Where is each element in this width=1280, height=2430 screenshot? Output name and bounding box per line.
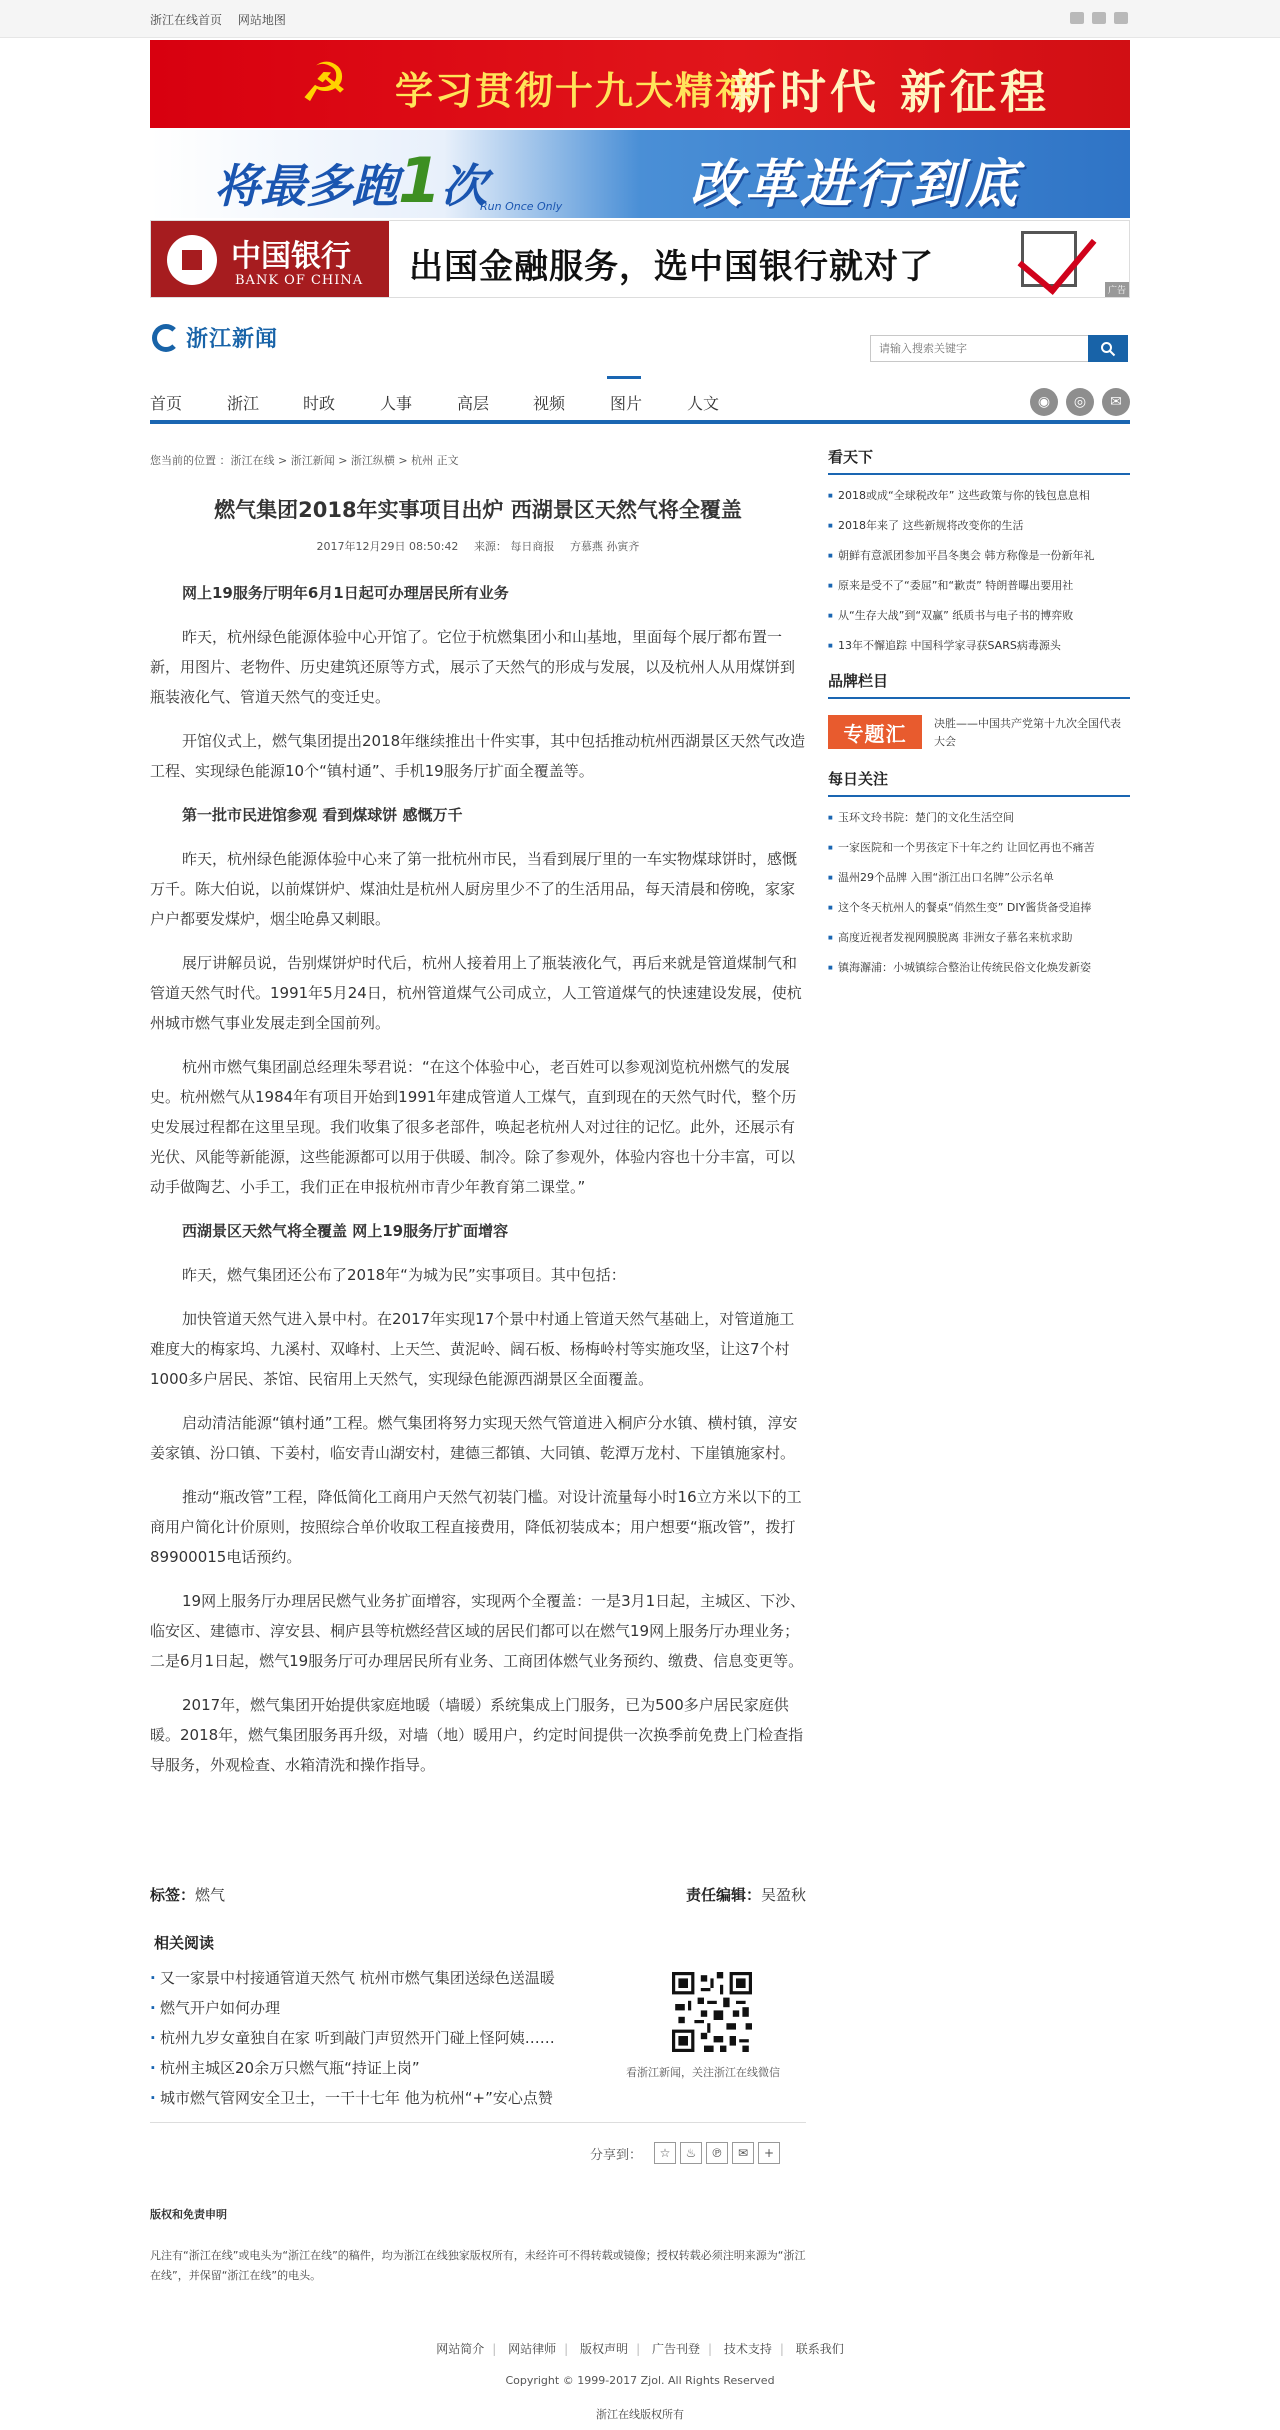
top-link-home[interactable]: 浙江在线首页 (150, 13, 223, 27)
nav-video[interactable]: 视频 (533, 394, 566, 413)
editor-info (686, 1884, 806, 1905)
top-link-sitemap[interactable]: 网站地图 (237, 13, 286, 27)
bank-name-cn: 中国银行 (231, 239, 351, 274)
footer-link-ads[interactable]: 广告刊登 (651, 2342, 700, 2356)
article-paragraph: 推动“瓶改管”工程，降低简化工商用户天然气初装门槛。对设计流量每小时16立方米以下的工商用户简化计价原则，按照综合单价收取工程直接费用，降低初装成本；用户想要“瓶改管”，拨打89900015电话预约。 (150, 1488, 802, 1566)
nav-culture[interactable]: 人文 (687, 394, 720, 413)
footer-copyright: Copyright © 1999-2017 Zjol. All Rights Reserved (505, 2374, 775, 2387)
sidebar-news-item[interactable]: ■ 一家医院和一个男孩定下十年之约 让回忆再也不痛苦 (828, 833, 1130, 863)
qr-caption: 看浙江新闻，关注浙江在线微信 (626, 2066, 780, 2079)
share-bar (590, 2142, 780, 2164)
section-heading: 网上19服务厅明年6月1日起可办理居民所有业务 (182, 584, 509, 602)
article-paragraph: 启动清洁能源“镇村通”工程。燃气集团将努力实现天然气管道进入桐庐分水镇、横村镇，淳安姜家镇、汾口镇、下姜村，临安青山湖安村，建德三都镇、大同镇、乾潭万龙村、下崖镇施家村。 (150, 1414, 798, 1462)
paragraph-gap (150, 830, 806, 844)
paragraph-gap (150, 934, 806, 948)
topic-badge[interactable]: 专题汇 (828, 715, 922, 749)
logo-mark-icon (152, 324, 180, 352)
checkmark-icon (1021, 231, 1077, 287)
banner2-left-big: 1 (398, 144, 442, 217)
section-heading: 西湖景区天然气将全覆盖 网上19服务厅扩面增容 (182, 1222, 509, 1240)
sidebar-news-item[interactable]: ■ 高度近视者发视网膜脱离 非洲女子慕名来杭求助 (828, 923, 1130, 953)
ad-label: 广告 (1105, 282, 1129, 297)
paragraph-gap (150, 608, 806, 622)
sidebar-world-list (828, 481, 1130, 661)
mail-icon[interactable] (1070, 12, 1084, 24)
related-title: 相关阅读 (154, 1934, 215, 1952)
nav-leadership[interactable]: 高层 (457, 394, 490, 413)
paragraph-gap (150, 1202, 806, 1216)
paragraph-gap (150, 786, 806, 800)
footer-separator: | (564, 2342, 569, 2356)
sidebar-world-news (828, 446, 1130, 661)
article-paragraph: 2017年，燃气集团开始提供家庭地暖（墙暖）系统集成上门服务，已为500多户居民家庭供暖。2018年，燃气集团服务再升级，对墙（地）暖用户，约定时间提供一次换季前免费上门检查指导服务，外观检查、水箱清洗和操作指导。 (150, 1696, 804, 1774)
top-links (150, 11, 298, 28)
banner2-subtitle: Run Once Only (480, 200, 563, 213)
related-item[interactable]: · 杭州九岁女童独自在家 听到敲门声贸然开门碰上怪阿姨…… (150, 2023, 806, 2053)
share-wechat-icon[interactable]: ✉ (732, 2142, 754, 2164)
sidebar-brand-title: 品牌栏目 (828, 670, 1130, 699)
party-emblem-icon: ☭ (300, 51, 349, 114)
article-paragraph: 昨天，杭州绿色能源体验中心来了第一批杭州市民，当看到展厅里的一车实物煤球饼时，感慨万千。陈大伯说，以前煤饼炉、煤油灶是杭州人厨房里少不了的生活用品，每天清晨和傍晚，家家户户都要发煤炉，烟尘呛鼻又刺眼。 (150, 850, 798, 928)
weibo-icon[interactable]: ◎ (1066, 388, 1094, 416)
nav-politics[interactable]: 时政 (303, 394, 336, 413)
copyright-text: 凡注有“浙江在线”或电头为“浙江在线”的稿件，均为浙江在线独家版权所有，未经许可不得转载或镜像；授权转载必须注明来源为“浙江在线”，并保留“浙江在线”的电头。 (150, 2249, 806, 2282)
email-icon[interactable]: ✉ (1102, 388, 1130, 416)
article-paragraph: 昨天，燃气集团还公布了2018年“为城为民”实事项目。其中包括： (182, 1266, 626, 1284)
share-weibo-icon[interactable]: ♨ (680, 2142, 702, 2164)
header-share-icons (1030, 388, 1130, 416)
footer-separator: | (636, 2342, 641, 2356)
footer-link-contact[interactable]: 联系我们 (795, 2342, 844, 2356)
bank-name-en: BANK OF CHINA (235, 273, 364, 288)
footer-owner: 浙江在线版权所有 (596, 2408, 684, 2421)
brand-text[interactable]: 决胜——中国共产党第十九次全国代表大会 (934, 717, 1121, 748)
paragraph-gap (150, 1676, 806, 1690)
share-more-icon[interactable]: + (758, 2142, 780, 2164)
paragraph-gap (150, 1394, 806, 1408)
article-paragraph: 展厅讲解员说，告别煤饼炉时代后，杭州人接着用上了瓶装液化气，再后来就是管道煤制气和管道天然气时代。1991年5月24日，杭州管道煤气公司成立，人工管道煤气的快速建设发展，使杭州城市燃气事业发展走到全国前列。 (150, 954, 802, 1032)
paragraph-gap (150, 712, 806, 726)
top-icons (1070, 12, 1128, 24)
sidebar-daily-title: 每日关注 (828, 768, 1130, 797)
article-tagline (150, 1884, 806, 1905)
footer-link-about[interactable]: 网站简介 (436, 2342, 485, 2356)
sidebar-news-item[interactable]: ■ 温州29个品牌 入围“浙江出口名牌”公示名单 (828, 863, 1130, 893)
footer-link-support[interactable]: 技术支持 (723, 2342, 772, 2356)
banner-bank-of-china-ad[interactable] (150, 220, 1130, 298)
sidebar-news-item[interactable]: ■ 13年不懈追踪 中国科学家寻获SARS病毒源头 (828, 631, 1130, 661)
related-item[interactable]: · 杭州主城区20余万只燃气瓶“持证上岗” (150, 2053, 806, 2083)
sidebar-news-item[interactable]: ■ 从“生存大战”到“双赢” 纸质书与电子书的博弈败 (828, 601, 1130, 631)
search-bar (870, 335, 1128, 362)
paragraph-gap (150, 1572, 806, 1586)
settings-icon[interactable] (1114, 12, 1128, 24)
paragraph-gap (150, 1038, 806, 1052)
banner1-left-text: 学习贯彻十九大精神 (395, 69, 756, 113)
banner2-left-a: 将最多跑 (214, 159, 398, 213)
site-name: 浙江新闻 (186, 327, 279, 352)
share-label: 分享到： (590, 2147, 643, 2163)
paragraph-gap (150, 1290, 806, 1304)
banner2-right-text: 改革进行到底 (690, 155, 1021, 215)
sidebar-daily-list (828, 803, 1130, 983)
editor-value: 吴盈秋 (760, 1886, 806, 1904)
sidebar-world-title: 看天下 (828, 446, 1130, 475)
article-author: 方慕燕 孙寅齐 (569, 540, 640, 553)
brand-entry (828, 715, 1130, 751)
wechat-icon[interactable]: ◉ (1030, 388, 1058, 416)
related-item[interactable]: · 又一家景中村接通管道天然气 杭州市燃气集团送绿色送温暖 (150, 1963, 806, 1993)
search-icon (1100, 341, 1116, 357)
nav-active-indicator (607, 376, 641, 379)
divider (150, 2122, 806, 2123)
ad-slogan: 出国金融服务，选中国银行就对了 (409, 247, 934, 287)
tags-value[interactable]: 燃气 (195, 1886, 226, 1904)
editor-label: 责任编辑： (685, 1886, 761, 1904)
article-source: 来源： 每日商报 (473, 540, 555, 553)
breadcrumb[interactable]: 您当前的位置 ：浙江在线 > 浙江新闻 > 浙江纵横 > 杭州 正文 (150, 454, 459, 467)
sidebar-brand-columns (828, 670, 1130, 751)
article-paragraph: 加快管道天然气进入景中村。在2017年实现17个景中村通上管道天然气基础上，对管道施工难度大的梅家坞、九溪村、双峰村、上天竺、黄泥岭、阔石板、杨梅岭村等实施攻坚，让这7个村1000多户居民、茶馆、民宿用上天然气，实现绿色能源西湖景区全面覆盖。 (150, 1310, 795, 1388)
banner-run-once[interactable] (150, 130, 1130, 218)
article-paragraph: 杭州市燃气集团副总经理朱琴君说：“在这个体验中心，老百姓可以参观浏览杭州燃气的发展史。杭州燃气从1984年有项目开始到1991年建成管道人工煤气，直到现在的天然气时代，整个历史发展过程都在这里呈现。我们收集了很多老部件，唤起老杭州人对过往的记忆。此外，还展示有光伏、风能等新能源，这些能源都可以用于供暖、制冷。除了参观外，体验内容也十分丰富，可以动手做陶艺、小手工，我们正在申报杭州市青少年教育第二课堂。” (150, 1058, 797, 1196)
camera-icon[interactable] (1092, 12, 1106, 24)
footer-separator: | (492, 2342, 497, 2356)
banner1-right-text: 新时代 新征程 (730, 65, 1051, 119)
copyright-title: 版权和免责申明 (150, 2208, 227, 2221)
share-pinterest-icon[interactable]: ℗ (706, 2142, 728, 2164)
paragraph-gap (150, 1468, 806, 1482)
sidebar-daily-focus (828, 768, 1130, 983)
related-item[interactable]: · 燃气开户如何办理 (150, 1993, 806, 2023)
footer-link-copyright[interactable]: 版权声明 (580, 2342, 629, 2356)
article-title: 燃气集团2018年实事项目出炉 西湖景区天然气将全覆盖 (214, 498, 742, 522)
footer-separator: | (779, 2342, 784, 2356)
article-paragraph: 开馆仪式上，燃气集团提出2018年继续推出十件实事，其中包括推动杭州西湖景区天然气改造工程、实现绿色能源10个“镇村通”、手机19服务厅扩面全覆盖等。 (150, 732, 806, 780)
footer-links (0, 2340, 1280, 2357)
tags-label: 标签： (150, 1886, 196, 1904)
share-qzone-icon[interactable]: ☆ (654, 2142, 676, 2164)
sidebar-news-item[interactable]: ■ 原来是受不了“委屈”和“歉责” 特朗普曝出要用社 (828, 571, 1130, 601)
article-paragraph: 昨天，杭州绿色能源体验中心开馆了。它位于杭燃集团小和山基地，里面每个展厅都布置一新，用图片、老物件、历史建筑还原等方式，展示了天然气的形成与发展，以及杭州人从用煤饼到瓶装液化气、管道天然气的变迁史。 (150, 628, 796, 706)
nav-photos[interactable]: 图片 (610, 394, 643, 413)
article-paragraph: 19网上服务厅办理居民燃气业务扩面增容，实现两个全覆盖：一是3月1日起，主城区、下沙、临安区、建德市、淳安县、桐庐县等杭燃经营区域的居民们都可以在燃气19网上服务厅办理业务；二是6月1日起，燃气19服务厅可办理居民所有业务、工商团体燃气业务预约、缴费、信息变更等。 (150, 1592, 806, 1670)
search-button[interactable] (1088, 335, 1128, 362)
sidebar-news-item[interactable]: ■ 镇海澥浦：小城镇综合整治让传统民俗文化焕发新姿 (828, 953, 1130, 983)
sidebar-news-item[interactable]: ■ 2018年来了 这些新规将改变你的生活 (828, 511, 1130, 541)
nav-home[interactable]: 首页 (150, 394, 183, 413)
footer-link-lawyer[interactable]: 网站律师 (508, 2342, 557, 2356)
article-date: 2017年12月29日 08:50:42 (316, 540, 459, 553)
bank-logo-icon (167, 235, 217, 285)
wechat-qr-code (672, 1972, 752, 2052)
banner2-left-b: 次 (441, 159, 488, 213)
paragraph-gap (150, 1246, 806, 1260)
section-heading: 第一批市民进馆参观 看到煤球饼 感慨万千 (182, 806, 463, 824)
article-meta (150, 538, 806, 554)
nav-zhejiang[interactable]: 浙江 (227, 394, 260, 413)
banner-nineteenth-congress[interactable] (150, 40, 1130, 128)
article-body (150, 578, 806, 1780)
banner2-left-text (214, 144, 487, 217)
search-input[interactable] (870, 335, 1088, 362)
footer-separator: | (707, 2342, 712, 2356)
related-item[interactable]: · 城市燃气管网安全卫士，一干十七年 他为杭州“+”安心点赞 (150, 2083, 806, 2113)
bank-logo (151, 221, 389, 298)
sidebar-news-item[interactable]: ■ 2018或成“全球税改年” 这些政策与你的钱包息息相 (828, 481, 1130, 511)
nav-personnel[interactable]: 人事 (380, 394, 413, 413)
sidebar-news-item[interactable]: ■ 玉环文玲书院：楚门的文化生活空间 (828, 803, 1130, 833)
site-logo[interactable] (152, 322, 278, 353)
sidebar-news-item[interactable]: ■ 这个冬天杭州人的餐桌“俏然生变” DIY酱货备受追捧 (828, 893, 1130, 923)
sidebar-news-item[interactable]: ■ 朝鲜有意派团参加平昌冬奥会 韩方称像是一份新年礼 (828, 541, 1130, 571)
top-bar (0, 0, 1280, 38)
main-nav (150, 376, 1130, 424)
